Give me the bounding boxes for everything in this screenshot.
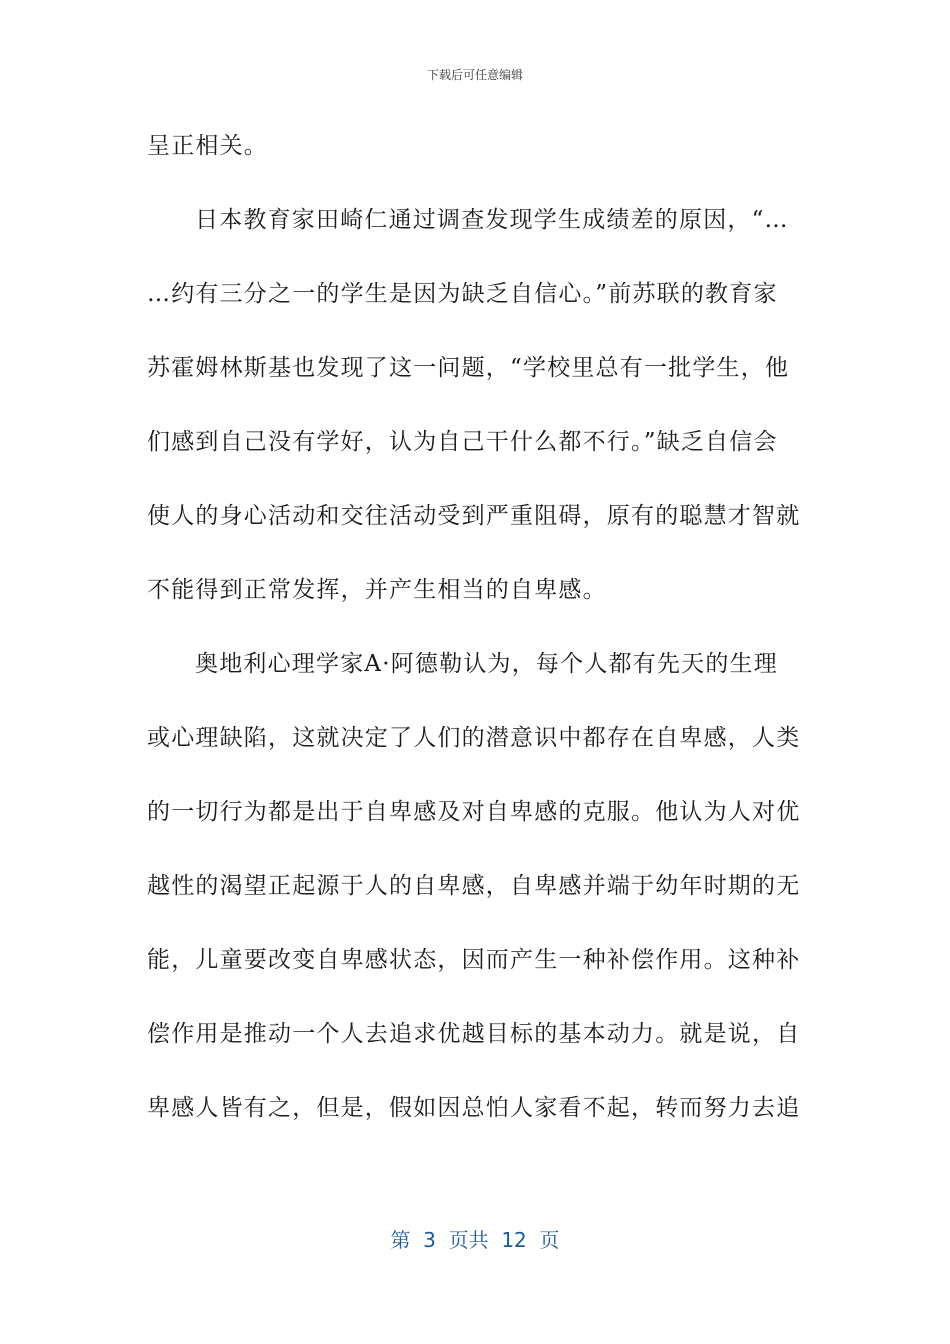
- document-body: [147, 116, 801, 1152]
- text-line: 日本教育家田崎仁通过调查发现学生成绩差的原因，“…: [195, 207, 789, 233]
- text-line: 奥地利心理学家A·阿德勒认为，每个人都有先天的生理: [195, 651, 778, 677]
- text-line: 的一切行为都是出于自卑感及对自卑感的克服。他认为人对优: [147, 799, 801, 825]
- text-line: 越性的渴望正起源于人的自卑感，自卑感并端于幼年时期的无: [147, 873, 801, 899]
- text-line: 呈正相关。: [147, 133, 268, 159]
- text-line: 能，儿童要改变自卑感状态，因而产生一种补偿作用。这种补: [147, 947, 801, 973]
- page-number-text: 第 3 页共 12 页: [390, 1228, 560, 1252]
- text-line: …约有三分之一的学生是因为缺乏自信心。”前苏联的教育家: [147, 281, 778, 307]
- text-line: 们感到自己没有学好，认为自己干什么都不行。”缺乏自信会: [147, 429, 778, 455]
- text-line: 偿作用是推动一个人去追求优越目标的基本动力。就是说，自: [147, 1021, 801, 1047]
- page-header: 下载后可任意编辑: [426, 68, 523, 82]
- text-line: 使人的身心活动和交往活动受到严重阻碍，原有的聪慧才智就: [147, 503, 801, 529]
- text-line: 或心理缺陷，这就决定了人们的潜意识中都存在自卑感，人类: [147, 725, 801, 751]
- text-line: 卑感人皆有之，但是，假如因总怕人家看不起，转而努力去追: [147, 1095, 801, 1121]
- page-number-footer: [0, 1224, 950, 1253]
- text-line: 不能得到正常发挥，并产生相当的自卑感。: [147, 577, 607, 603]
- text-line: 苏霍姆林斯基也发现了这一问题，“学校里总有一批学生，他: [147, 355, 790, 381]
